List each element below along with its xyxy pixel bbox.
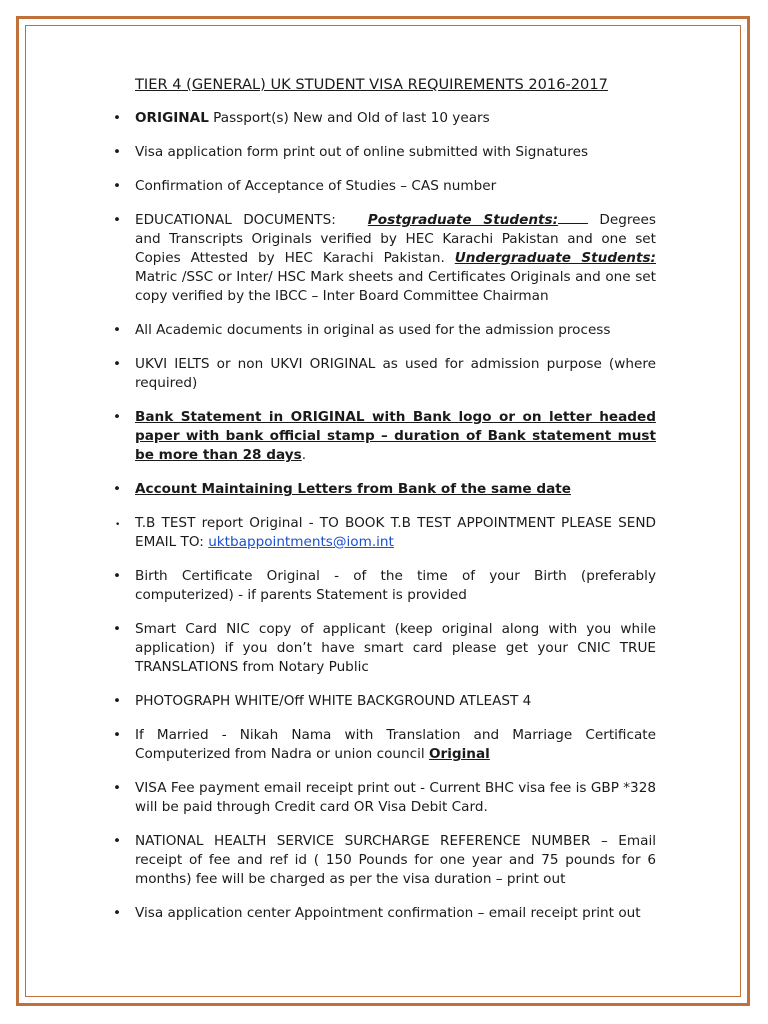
bullet-icon: • — [113, 110, 122, 126]
list-item: • PHOTOGRAPH WHITE/Off WHITE BACKGROUND ATLEAST 4 — [113, 693, 532, 709]
list-item: • Birth Certificate Original - of the time of your Birth (preferably computerized) - if parents Statement is provided — [113, 568, 656, 603]
bullet-icon: • — [113, 568, 122, 584]
bullet-icon: • — [113, 178, 122, 194]
list-item: • UKVI IELTS or non UKVI ORIGINAL as used for admission purpose (where required) — [113, 356, 656, 391]
list-item: • EDUCATIONAL DOCUMENTS: Postgraduate Students: Degrees and Transcripts Originals verified by HEC Karachi Pakistan and one set Copies Attested by HEC Karachi Pakistan. Undergraduate Students: Matric /SSC or Inter/ HSC Mark sheets and Certificates Originals and one set copy verified by the IBCC – Inter Board Committee Chairman — [113, 212, 656, 304]
bullet-icon: • — [113, 727, 122, 743]
list-item: • VISA Fee payment email receipt print out - Current BHC visa fee is GBP *328 will be paid through Credit card OR Visa Debit Card. — [113, 780, 656, 815]
bullet-icon: • — [113, 780, 122, 796]
list-item: • Visa application form print out of online submitted with Signatures — [113, 144, 589, 160]
list-item: • Visa application center Appointment confirmation – email receipt print out — [113, 905, 641, 921]
bullet-icon: • — [113, 409, 122, 425]
email-link[interactable]: uktbappointments@iom.int — [208, 534, 394, 550]
bullet-icon: • — [113, 356, 122, 372]
bullet-icon: • — [113, 693, 122, 709]
list-item: • T.B TEST report Original - TO BOOK T.B TEST APPOINTMENT PLEASE SEND EMAIL TO: uktbappointments@iom.int — [115, 515, 656, 550]
list-item: • All Academic documents in original as used for the admission process — [113, 322, 611, 338]
bullet-icon: • — [113, 481, 122, 497]
bullet-icon: • — [113, 905, 122, 921]
document-title: TIER 4 (GENERAL) UK STUDENT VISA REQUIREMENTS 2016-2017 — [135, 76, 608, 93]
list-item: • Bank Statement in ORIGINAL with Bank logo or on letter headed paper with bank official stamp – duration of Bank statement must be more than 28 days. — [113, 409, 656, 463]
bullet-icon: • — [113, 144, 122, 160]
requirements-list — [110, 109, 656, 923]
document-body — [110, 75, 656, 938]
list-item: • Smart Card NIC copy of applicant (keep original along with you while application) if you don’t have smart card please get your CNIC TRUE TRANSLATIONS from Notary Public — [113, 621, 656, 675]
bullet-icon: • — [115, 520, 121, 530]
bullet-icon: • — [113, 833, 122, 849]
list-item: • If Married - Nikah Nama with Translation and Marriage Certificate Computerized from Nadra or union council Original — [113, 727, 656, 762]
list-item: • NATIONAL HEALTH SERVICE SURCHARGE REFERENCE NUMBER – Email receipt of fee and ref id ( 150 Pounds for one year and 75 pounds for 6 months) fee will be charged as per the visa duration – print out — [113, 833, 656, 887]
bullet-icon: • — [113, 322, 122, 338]
list-item: • Account Maintaining Letters from Bank of the same date — [113, 481, 571, 497]
bullet-icon: • — [113, 212, 122, 228]
bullet-icon: • — [113, 621, 122, 637]
list-item: • Confirmation of Acceptance of Studies – CAS number — [113, 178, 497, 194]
list-item: • ORIGINAL Passport(s) New and Old of last 10 years — [113, 110, 490, 126]
